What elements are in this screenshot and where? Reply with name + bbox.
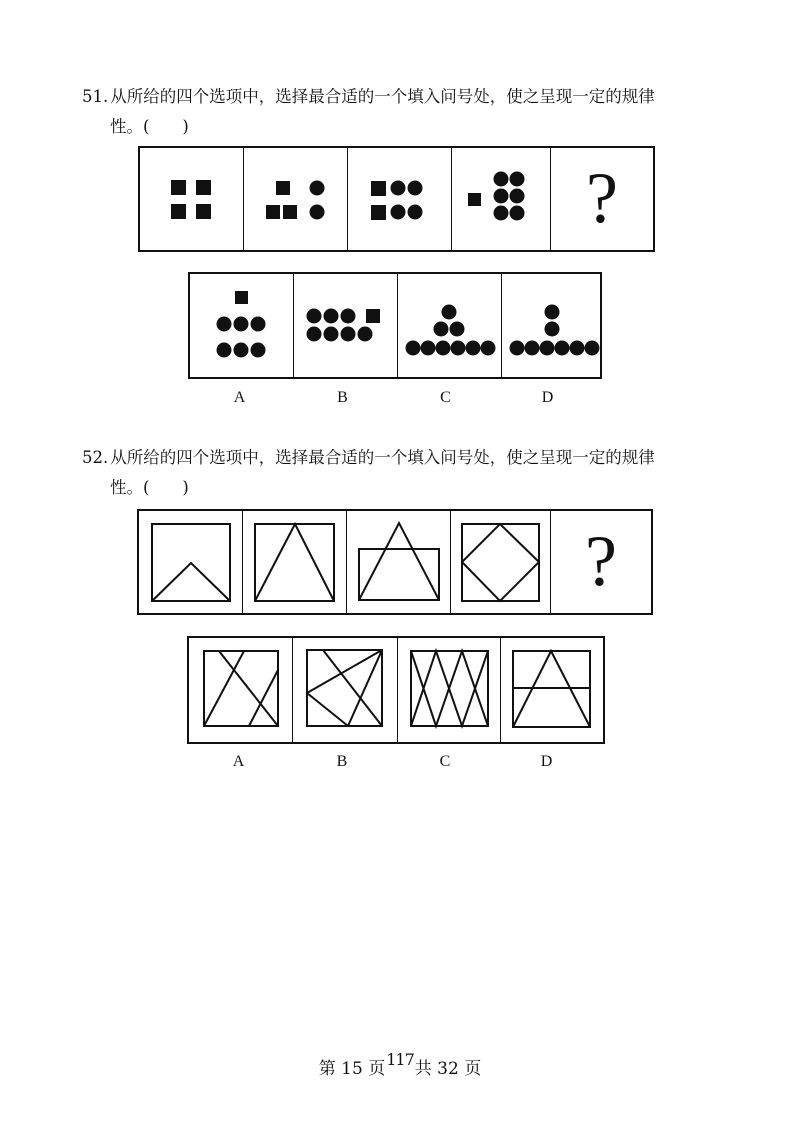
square-shape (283, 205, 297, 219)
circle-shape (481, 341, 496, 356)
circle-shape (450, 322, 465, 337)
circle-shape (324, 327, 339, 342)
question-52-text-line2: 性。( ) (110, 478, 189, 497)
circle-shape (545, 305, 560, 320)
question-52 (82, 443, 655, 503)
q51-panel-3 (348, 148, 452, 250)
triangle-shape (255, 524, 334, 601)
question-52-options-row (187, 636, 605, 744)
question-51 (82, 82, 655, 142)
square-shape (171, 180, 186, 195)
circle-shape (545, 322, 560, 337)
circle-shape (310, 205, 325, 220)
square-shape (196, 180, 211, 195)
circle-shape (434, 322, 449, 337)
q51-option-c-label[interactable]: C (440, 389, 451, 406)
q52-option-c-label[interactable]: C (439, 753, 451, 770)
q51-panel-2 (244, 148, 348, 250)
q52-option-c-figure[interactable] (398, 638, 501, 742)
q52-panel-3 (347, 511, 451, 613)
q52-question-panel (551, 511, 651, 613)
rectangle-frame (359, 549, 439, 600)
question-51-options-row (188, 272, 602, 379)
question-51-prompt: 从所给的四个选项中，选择最合适的一个填入问号处，使之呈现一定的规律 (110, 87, 655, 106)
circle-shape (310, 181, 325, 196)
question-52-option-labels (187, 753, 597, 771)
q52-panel-2 (243, 511, 347, 613)
diagonal-line (204, 651, 244, 726)
q52-panel-1 (139, 511, 243, 613)
circle-shape (436, 341, 451, 356)
circle-shape (251, 343, 266, 358)
circle-shape (234, 343, 249, 358)
q51-option-d-label[interactable]: D (541, 389, 554, 406)
circle-shape (406, 341, 421, 356)
question-52-prompt: 从所给的四个选项中，选择最合适的一个填入问号处，使之呈现一定的规律 (110, 448, 655, 467)
page-footer (0, 1050, 800, 1079)
circle-shape (358, 327, 373, 342)
square-shape (196, 204, 211, 219)
question-51-number: 51. (82, 87, 109, 106)
q52-option-d-label[interactable]: D (540, 753, 553, 770)
circle-shape (451, 341, 466, 356)
circle-shape (510, 172, 525, 187)
diagonal-line (307, 650, 382, 693)
q51-option-d-figure[interactable] (502, 274, 603, 377)
page-number-total: 共 32 页 (414, 1059, 482, 1079)
circle-shape (391, 205, 406, 220)
question-51-text-line2: 性。( ) (110, 117, 189, 136)
circle-shape (307, 309, 322, 324)
square-frame (255, 524, 334, 601)
diagonal-line (307, 693, 348, 726)
q52-option-b-figure[interactable] (293, 638, 398, 742)
circle-shape (510, 341, 525, 356)
question-mark: ? (585, 521, 617, 601)
q52-option-a-figure[interactable] (189, 638, 293, 742)
square-shape (371, 181, 386, 196)
circle-shape (307, 327, 322, 342)
q52-option-b-label[interactable]: B (336, 753, 348, 770)
circle-shape (525, 341, 540, 356)
page-number-current: 第 15 页 (318, 1059, 386, 1079)
square-frame (462, 524, 539, 601)
question-mark: ? (586, 158, 618, 238)
square-shape (266, 205, 280, 219)
square-shape (235, 291, 248, 304)
q51-option-c-figure[interactable] (398, 274, 502, 377)
square-frame (204, 651, 278, 726)
circle-shape (494, 172, 509, 187)
question-51-sequence-row (138, 146, 655, 252)
question-51-text-line1 (82, 82, 655, 112)
q51-option-a-figure[interactable] (190, 274, 294, 377)
circle-shape (421, 341, 436, 356)
circle-shape (585, 341, 600, 356)
circle-shape (251, 317, 266, 332)
square-shape (366, 309, 380, 323)
circle-shape (391, 181, 406, 196)
circle-shape (510, 189, 525, 204)
circle-shape (494, 206, 509, 221)
diagonal-line (249, 670, 278, 726)
diamond-shape (462, 524, 539, 601)
question-52-text-line1 (82, 443, 655, 473)
question-52-sequence-row (137, 509, 653, 615)
q51-panel-1 (140, 148, 244, 250)
circle-shape (466, 341, 481, 356)
q51-question-panel (551, 148, 653, 250)
q51-option-a-label[interactable]: A (233, 389, 246, 406)
q52-option-a-label[interactable]: A (232, 753, 245, 770)
zigzag-line (411, 651, 488, 726)
question-51-option-labels (188, 389, 598, 407)
square-shape (276, 181, 290, 195)
circle-shape (555, 341, 570, 356)
q51-option-b-label[interactable]: B (337, 389, 348, 406)
circle-shape (570, 341, 585, 356)
inverted-v-line (152, 563, 230, 601)
circle-shape (234, 317, 249, 332)
circle-shape (510, 206, 525, 221)
square-shape (371, 205, 386, 220)
square-shape (171, 204, 186, 219)
q52-panel-4 (451, 511, 551, 613)
circle-shape (408, 181, 423, 196)
circle-shape (408, 205, 423, 220)
circle-shape (494, 189, 509, 204)
q52-option-d-figure[interactable] (501, 638, 602, 742)
circle-shape (217, 317, 232, 332)
circle-shape (217, 343, 232, 358)
circle-shape (324, 309, 339, 324)
q51-panel-4 (452, 148, 551, 250)
page-stamp-number: 117 (386, 1050, 414, 1069)
question-52-number: 52. (82, 448, 109, 467)
circle-shape (442, 305, 457, 320)
q51-option-b-figure[interactable] (294, 274, 398, 377)
square-frame (307, 650, 382, 726)
circle-shape (341, 309, 356, 324)
triangle-shape (359, 523, 439, 600)
square-shape (468, 193, 481, 206)
circle-shape (540, 341, 555, 356)
circle-shape (341, 327, 356, 342)
